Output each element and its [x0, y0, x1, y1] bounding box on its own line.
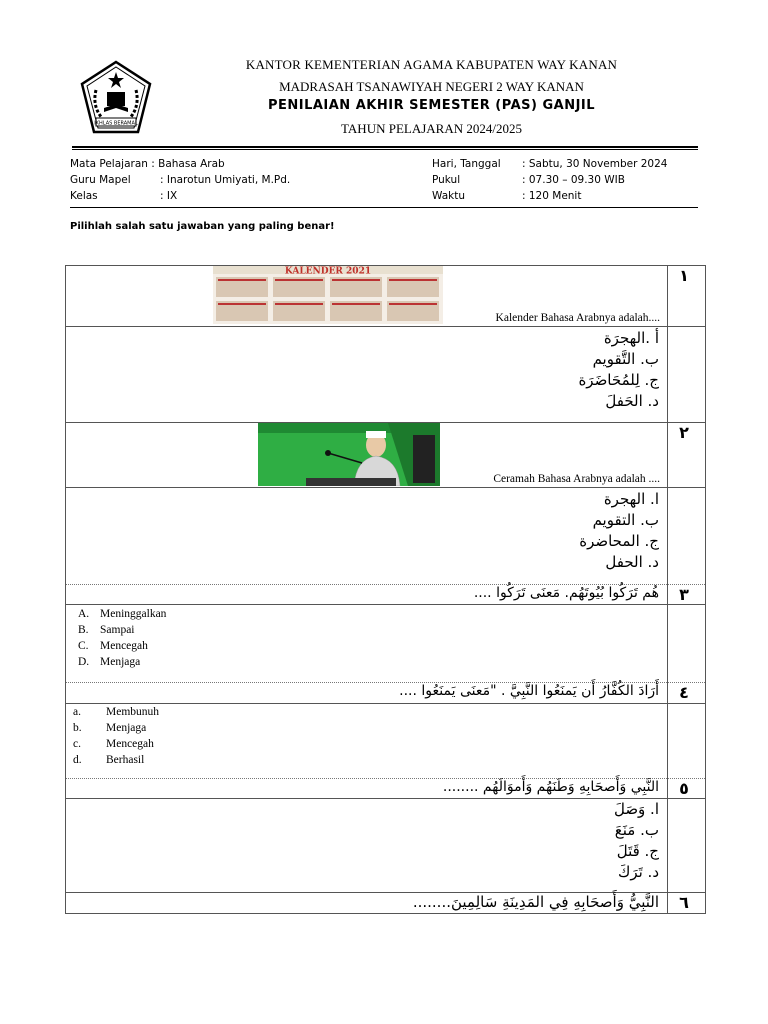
question-1-options-row	[66, 327, 705, 423]
option-text: Menjaga	[106, 722, 147, 734]
header-line-3: PENILAIAN AKHIR SEMESTER (PAS) GANJIL	[267, 98, 596, 113]
question-2-option-a[interactable]: ا. الهجرة	[603, 490, 659, 508]
question-3-number: ٣	[679, 585, 689, 604]
info-guru-label: Guru Mapel	[70, 174, 131, 186]
option-letter: d.	[73, 754, 82, 766]
question-3-option-a[interactable]	[78, 606, 166, 622]
info-rule	[70, 207, 698, 208]
option-text: Membunuh	[106, 706, 160, 718]
question-2-number: ٢	[679, 423, 689, 442]
question-5-option-d[interactable]: د. تَرَكَ	[617, 863, 659, 881]
question-4-option-b[interactable]	[73, 720, 146, 736]
question-4-option-a[interactable]	[73, 704, 159, 720]
option-text: Menjaga	[100, 656, 141, 668]
info-waktu-value: : 120 Menit	[522, 190, 582, 202]
info-hari-value: : Sabtu, 30 November 2024	[522, 158, 668, 170]
header-rule-thin	[72, 149, 698, 150]
question-3-option-d[interactable]	[78, 654, 140, 670]
question-5-number: ٥	[679, 779, 689, 798]
option-letter: b.	[73, 722, 82, 734]
questions-table	[65, 265, 706, 914]
logo-motto: IKHLAS BERAMAL	[94, 120, 138, 127]
question-5-options-row	[66, 799, 705, 893]
question-1-option-d[interactable]: د. الحَفلَ	[605, 392, 659, 410]
question-1-option-c[interactable]: ج. لِلمُحَاضَرَة	[578, 371, 659, 389]
info-hari-label: Hari, Tanggal	[432, 158, 501, 170]
question-2-option-c[interactable]: ج. المحاضرة	[579, 532, 659, 550]
option-text: Sampai	[100, 624, 135, 636]
info-label: Mata Pelajaran	[70, 158, 148, 170]
question-6-number: ٦	[679, 893, 689, 912]
question-1-option-b[interactable]: ب. التَّقويم	[592, 350, 659, 368]
option-text: Berhasil	[106, 754, 145, 766]
question-5-option-a[interactable]: ا. وَصَلَ	[613, 800, 659, 818]
header-line-4: TAHUN PELAJARAN 2024/2025	[341, 121, 522, 136]
question-2-stem: Ceramah Bahasa Arabnya adalah ....	[493, 473, 660, 485]
option-letter: A.	[78, 608, 90, 620]
question-4-stem-row	[66, 683, 705, 704]
info-kelas-value: : IX	[160, 190, 178, 202]
question-3-option-b[interactable]	[78, 622, 135, 638]
option-text: Mencegah	[106, 738, 154, 750]
option-letter: a.	[73, 706, 81, 718]
question-4-stem: أَرَادَ الكُفَّارُ أَن يَمنَعُوا النَّبِيَّ . "مَعنَى يَمنَعُوا ....	[399, 683, 659, 699]
question-5-option-c[interactable]: ج. قَتَلَ	[616, 842, 659, 860]
info-guru-value: : Inarotun Umiyati, M.Pd.	[160, 174, 291, 186]
question-2-options-row	[66, 488, 705, 585]
option-letter: c.	[73, 738, 81, 750]
instruction: Pilihlah salah satu jawaban yang paling benar!	[70, 221, 335, 232]
header-line-1: KANTOR KEMENTERIAN AGAMA KABUPATEN WAY KANAN	[245, 57, 618, 72]
question-1-stem: Kalender Bahasa Arabnya adalah....	[495, 312, 660, 324]
info-pukul-value: : 07.30 – 09.30 WIB	[522, 174, 625, 186]
option-letter: C.	[78, 640, 89, 652]
question-1-option-a[interactable]: أ .الهجرَة	[603, 329, 659, 347]
question-5-option-b[interactable]: ب. مَنَعَ	[614, 821, 659, 839]
option-letter: D.	[78, 656, 90, 668]
option-text: Meninggalkan	[100, 608, 167, 620]
option-text: Mencegah	[100, 640, 148, 652]
header-line-2: MADRASAH TSANAWIYAH NEGERI 2 WAY KANAN	[279, 79, 584, 94]
question-1-stem-row	[66, 266, 705, 327]
question-3-options-row	[66, 605, 705, 683]
question-3-stem: هُم تَرَكُوا بُيُوتَهُم. مَعنَى تَرَكُوا ....	[473, 585, 659, 601]
question-2-option-d[interactable]: د. الحفل	[605, 553, 659, 571]
question-3-option-c[interactable]	[78, 638, 148, 654]
calendar-title: KALENDER 2021	[284, 266, 372, 277]
question-4-number: ٤	[679, 683, 689, 702]
question-6-stem: النَّبِيُّ وَأَصحَابِهِ فِي المَدِينَةِ سَالِمِينَ........	[412, 893, 659, 911]
option-letter: B.	[78, 624, 89, 636]
question-4-option-d[interactable]	[73, 752, 144, 768]
question-5-stem-row	[66, 779, 705, 799]
question-2-option-b[interactable]: ب. التقويم	[592, 511, 659, 529]
lecture-image	[258, 423, 440, 486]
info-value: : Bahasa Arab	[151, 158, 225, 170]
info-pukul-label: Pukul	[432, 174, 461, 186]
question-3-stem-row	[66, 585, 705, 605]
question-6-stem-row	[66, 893, 705, 913]
question-2-stem-row	[66, 423, 705, 488]
question-4-option-c[interactable]	[73, 736, 154, 752]
question-4-options-row	[66, 704, 705, 779]
header-rule-thick	[72, 146, 698, 148]
info-kelas-label: Kelas	[70, 190, 98, 202]
question-1-number: ١	[679, 266, 689, 285]
question-5-stem: النَّبِي وَأَصحَابِهِ وَطَنَهُم وَأَموَالَهُم ........	[442, 779, 659, 795]
info-mapel	[70, 158, 225, 170]
info-waktu-label: Waktu	[432, 190, 465, 202]
calendar-image	[213, 266, 443, 324]
